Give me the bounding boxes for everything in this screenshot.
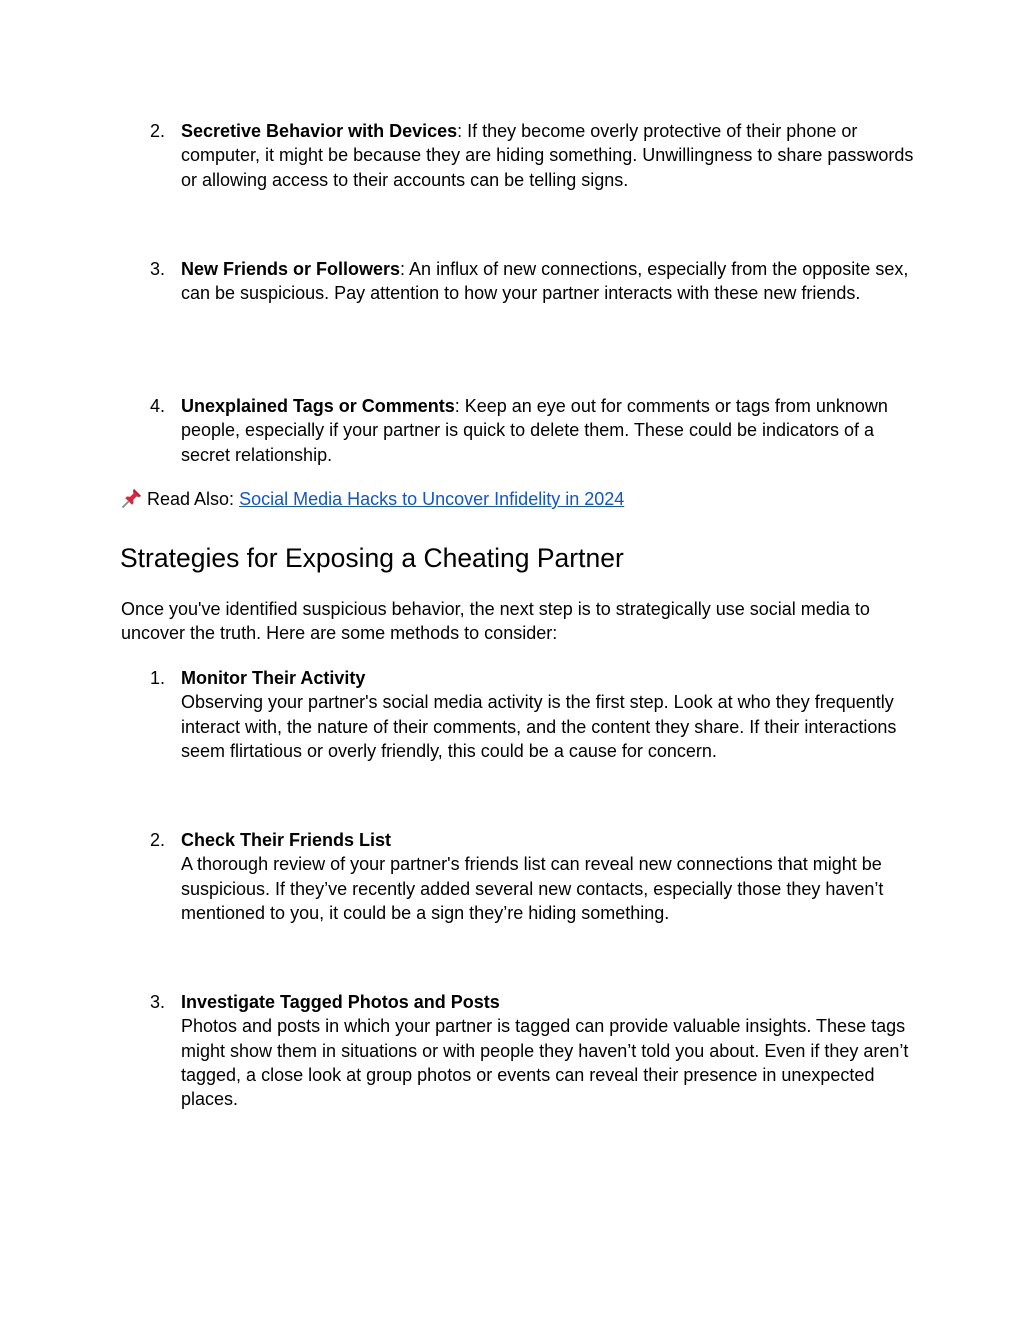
list-item-text: : If they become overly protective of their phone or computer, it might be because they are hiding something. Unwillingness to share passwords or allowing access to their accounts can be telling signs. [181, 121, 914, 190]
read-also-line [121, 487, 624, 511]
list-item-title: Check Their Friends List [181, 830, 392, 850]
list-item-text: : An influx of new connections, especially from the opposite sex, can be suspicious. Pay attention to how your partner interacts with these new friends. [181, 259, 909, 304]
list-item-title: Investigate Tagged Photos and Posts [181, 992, 500, 1012]
list-item-body [181, 990, 921, 1111]
list-item-secretive-behavior [121, 119, 921, 192]
list-number: 3. [150, 992, 166, 1012]
list-item-body [181, 394, 921, 467]
list-item-title: Unexplained Tags or Comments [181, 396, 455, 416]
list-item-body [181, 828, 921, 925]
read-also-label: Read Also: [147, 489, 240, 509]
list-number: 2. [150, 830, 166, 850]
list-item-body [181, 666, 921, 763]
list-item-text: Photos and posts in which your partner is tagged can provide valuable insights. These tags might show them in situations or with people they haven’t told you about. Even if they aren’t tagged, a close look at group photos or events can reveal their presence in unexpected places. [181, 1016, 909, 1110]
list-item-title: New Friends or Followers [181, 259, 401, 279]
list-number: 1. [150, 668, 166, 688]
section-intro: Once you've identified suspicious behavior, the next step is to strategically use social media to uncover the truth. Here are some methods to consider: [121, 599, 870, 644]
list-item-check-friends [121, 828, 921, 925]
pushpin-icon [121, 487, 143, 509]
list-item-body [181, 257, 921, 306]
read-also-link[interactable]: Social Media Hacks to Uncover Infidelity in 2024 [239, 489, 625, 509]
list-item-monitor-activity [121, 666, 921, 763]
section-heading: Strategies for Exposing a Cheating Partner [120, 543, 624, 573]
list-number: 3. [150, 259, 166, 279]
list-number: 2. [150, 121, 166, 141]
list-item-title: Secretive Behavior with Devices [181, 121, 458, 141]
list-item-text: Observing your partner's social media activity is the first step. Look at who they frequently interact with, the nature of their comments, and the content they share. If their interactions seem flirtatious or overly friendly, this could be a cause for concern. [181, 692, 897, 761]
list-item-tagged-photos [121, 990, 921, 1111]
list-item-new-friends [121, 257, 921, 306]
list-item-unexplained-tags [121, 394, 921, 467]
list-item-body [181, 119, 921, 192]
list-item-text: : Keep an eye out for comments or tags from unknown people, especially if your partner is quick to delete them. These could be indicators of a secret relationship. [181, 396, 888, 465]
list-item-title: Monitor Their Activity [181, 668, 366, 688]
list-item-text: A thorough review of your partner's friends list can reveal new connections that might be suspicious. If they’ve recently added several new contacts, especially those they haven’t mentioned to you, it could be a sign they’re hiding something. [181, 854, 884, 923]
list-number: 4. [150, 396, 166, 416]
